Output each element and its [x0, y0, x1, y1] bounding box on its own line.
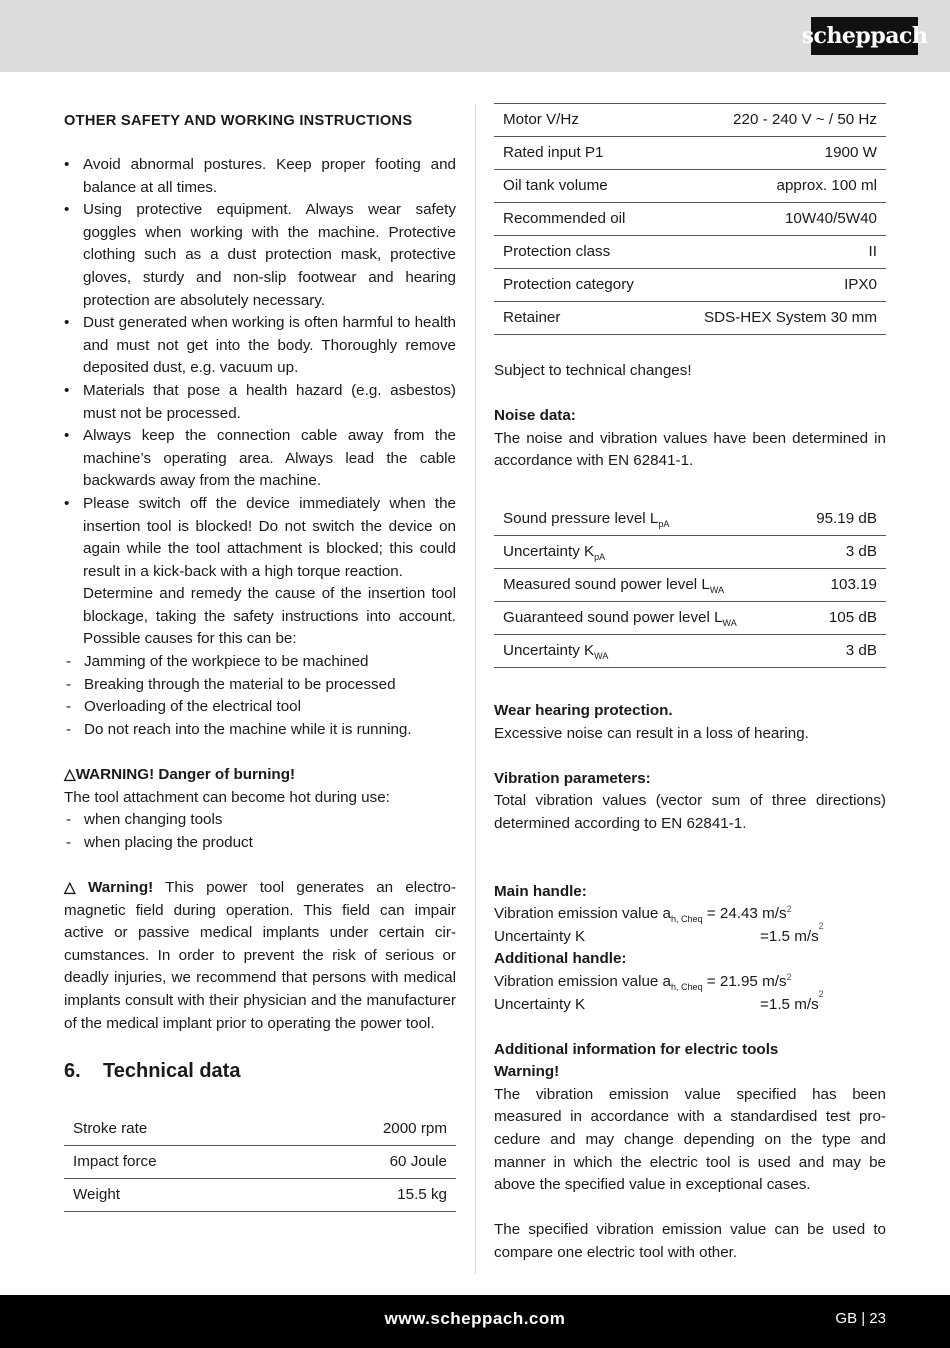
table-label: Measured sound power level L [503, 575, 710, 593]
left-column [64, 104, 456, 1212]
vibration-text: Total vibration values (vector sum of three directions) determined according to EN 62841-1. [494, 792, 886, 832]
list-item: - Jamming of the workpiece to be machined [64, 651, 456, 674]
list-item [64, 493, 456, 742]
table-value: 3 dB [793, 535, 886, 568]
additional-handle-title: Additional handle: [494, 950, 627, 968]
table-row: Guaranteed sound power level $L_{WA}$ 105 dB [494, 601, 886, 634]
table-row [494, 170, 886, 203]
table-row [494, 302, 886, 335]
list-item: • Materials that pose a health hazard (e.g. asbestos) must not be processed. [64, 380, 456, 425]
table-value: 103.19 [793, 568, 886, 601]
page-number: GB | 23 [835, 1310, 886, 1327]
noise-title: Noise data: [494, 407, 576, 425]
technical-data-table-left [64, 1113, 456, 1212]
additional-info-text: The vibration emission value specified has been measured in accordance with a standardised test procedure and may change depending on the type and manner in which the electric tool is used and may be above the specified value in exceptional cases. [494, 1085, 886, 1194]
table-label: Uncertainty K [503, 641, 595, 659]
warning-text: The tool attachment can become hot during use: [64, 788, 390, 806]
list-item: - when changing tools [64, 809, 456, 832]
website-url: www.scheppach.com [384, 1309, 566, 1328]
technical-data-heading: 6. Technical data [64, 1060, 241, 1083]
table-value: 2000 rpm [281, 1113, 456, 1146]
column-divider [475, 104, 476, 1274]
table-value: 105 dB [793, 601, 886, 634]
table-value: 15.5 kg [281, 1179, 456, 1212]
safety-bullet-list [64, 154, 456, 741]
warning-title: Warning! [87, 879, 154, 896]
list-item-text: • Please switch off the device immediately when the insertion tool is blocked! Do not switch the device on again while the tool attachment is blocked; this could result in a kick-back with a high torque reaction. [83, 494, 456, 580]
additional-info-warning: Warning! [494, 1063, 560, 1081]
scheppach-logo: scheppach [811, 17, 918, 55]
table-value: 95.19 dB [793, 503, 886, 536]
list-item: • Dust generated when working is often harmful to health and must not get into the body. Thoroughly remove deposited dust, e.g. vacuum up. [64, 312, 456, 380]
hearing-text: Excessive noise can result in a loss of hearing. [494, 724, 809, 742]
noise-table [494, 503, 886, 668]
table-label: Retainer [494, 302, 666, 335]
table-row [64, 1146, 456, 1179]
warning-text: This power tool generates an electromagnetic field during operation. This field can impair active or passive medical implants under certain circumstances. In order to prevent the risk of serious or deadly injuries, we recommend that persons with medical implants consult with their physician and the manufacturer of the medical implant prior to operating the power tool. [64, 879, 456, 1032]
table-label: Motor V/Hz [494, 104, 666, 137]
list-item: • Avoid abnormal postures. Keep proper footing and balance at all times. [64, 154, 456, 199]
table-row [494, 104, 886, 137]
table-row [494, 203, 886, 236]
section-title: OTHER SAFETY AND WORKING INSTRUCTIONS [64, 113, 413, 129]
table-label: Sound pressure level L [503, 509, 659, 527]
table-label: Impact force [64, 1146, 281, 1179]
table-row [494, 137, 886, 170]
list-item-continuation: Determine and remedy the cause of the insertion tool blockage, taking the safety instructions into account. Possible causes for this can be: [83, 585, 456, 648]
list-item: - Overloading of the electrical tool [64, 696, 456, 719]
right-column [494, 103, 886, 1265]
table-value: SDS-HEX System 30 mm [666, 302, 886, 335]
table-value: II [666, 236, 886, 269]
main-emission-line: Vibration emission value $a_{h, Cheq} = 24.43$ $m/s^2$ [494, 904, 792, 925]
main-uncertainty-line: Uncertainty K =1.5 m/s 2 [494, 920, 824, 945]
list-item: • Always keep the connection cable away from the machine’s operating area. Always lead the cable backwards away from the machine. [64, 425, 456, 493]
compare-text: The specified vibration emission value can be used to compare one electric tool with other. [494, 1221, 886, 1262]
main-handle-title: Main handle: [494, 882, 587, 900]
table-value: 10W40/5W40 [666, 203, 886, 236]
warning-triangle-icon: △ [64, 766, 76, 784]
table-label: Oil tank volume [494, 170, 666, 203]
additional-emission-line: Vibration emission value $a_{h, Cheq} = 21.95$ $m/s^2$ [494, 971, 792, 992]
technical-data-table-right [494, 103, 886, 335]
subject-note: Subject to technical changes! [494, 362, 692, 379]
additional-info-title: Additional information for electric tools [494, 1040, 779, 1058]
table-row [494, 269, 886, 302]
table-label: Protection class [494, 236, 666, 269]
table-label: Protection category [494, 269, 666, 302]
vibration-title: Vibration parameters: [494, 769, 651, 787]
list-item: - when placing the product [64, 832, 456, 855]
burn-warning [64, 764, 456, 854]
table-value: 3 dB [793, 634, 886, 667]
table-label: Uncertainty K [503, 542, 595, 560]
table-row [64, 1179, 456, 1212]
list-item: • Using protective equipment. Always wear safety goggles when working with the machine. Protective clothing such as a dust protection mask, protective gloves, sturdy and non-slip footwear and hearing protection are absolutely necessary. [64, 199, 456, 312]
table-value: 220 - 240 V ~ / 50 Hz [666, 104, 886, 137]
footer-bar [0, 1295, 950, 1348]
list-item: - Do not reach into the machine while it is running. [64, 719, 456, 742]
noise-text: The noise and vibration values have been determined in accordance with EN 62841-1. [494, 429, 886, 470]
table-value: 1900 W [666, 137, 886, 170]
table-row: Uncertainty $K_{pA}$ 3 dB [494, 535, 886, 568]
warning-list [64, 809, 456, 854]
table-label: Stroke rate [64, 1113, 281, 1146]
table-value: IPX0 [666, 269, 886, 302]
warning-title: WARNING! Danger of burning! [75, 766, 296, 784]
table-label: Guaranteed sound power level L [503, 608, 723, 626]
table-row: Uncertainty $K_{WA}$ 3 dB [494, 634, 886, 667]
emf-warning [64, 877, 456, 1035]
table-row [494, 236, 886, 269]
table-label: Recommended oil [494, 203, 666, 236]
hearing-title: Wear hearing protection. [494, 701, 673, 719]
warning-triangle-icon: △ [64, 879, 76, 896]
table-label: Rated input P1 [494, 137, 666, 170]
causes-list [64, 651, 456, 741]
additional-uncertainty-line: Uncertainty K =1.5 m/s 2 [494, 988, 824, 1013]
table-value: approx. 100 ml [666, 170, 886, 203]
table-value: 60 Joule [281, 1146, 456, 1179]
table-row: Sound pressure level $L_{pA}$ 95.19 dB [494, 503, 886, 536]
header-bar [0, 0, 950, 72]
table-row [64, 1113, 456, 1146]
table-label: Weight [64, 1179, 281, 1212]
list-item: - Breaking through the material to be processed [64, 674, 456, 697]
table-row: Measured sound power level $L_{WA}$ 103.19 [494, 568, 886, 601]
